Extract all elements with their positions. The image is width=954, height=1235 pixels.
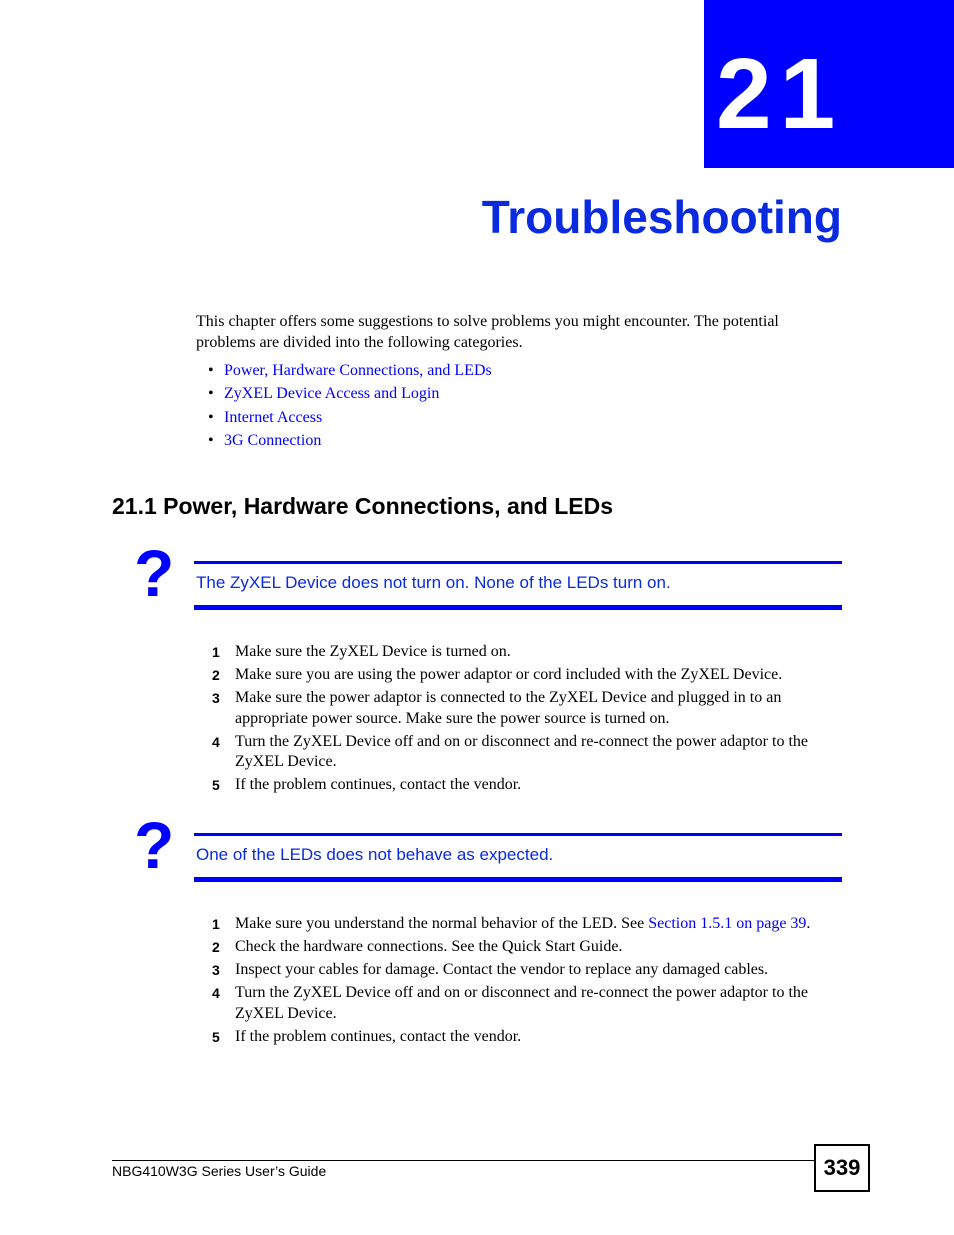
chapter-number: 21 (716, 38, 844, 150)
step-item (212, 775, 832, 796)
step-item (212, 688, 832, 729)
step-text: Make sure the ZyXEL Device is turned on. (235, 643, 511, 660)
step-list (212, 914, 832, 1050)
category-item (208, 429, 492, 452)
step-text: If the problem continues, contact the vendor. (235, 1027, 522, 1045)
step-text: Check the hardware connections. See the Quick Start Guide. (235, 938, 623, 956)
question-rule-bottom (194, 605, 842, 610)
step-number: 3 (212, 690, 220, 707)
bullet: • (208, 385, 214, 403)
section-heading: 21.1 Power, Hardware Connections, and LEDs (112, 493, 614, 519)
question-rule-top (194, 561, 842, 564)
section-link[interactable]: Section 1.5.1 on page 39 (648, 915, 807, 932)
step-text: Turn the ZyXEL Device off and on or disconnect and re-connect the power adaptor to the ZyXEL Device. (235, 732, 808, 771)
category-link-3g[interactable]: 3G Connection (224, 432, 322, 450)
step-number: 1 (212, 644, 220, 660)
step-item (212, 732, 832, 773)
bullet: • (208, 362, 214, 379)
step-number: 3 (212, 962, 220, 979)
step-number: 2 (212, 667, 220, 684)
category-item (208, 382, 492, 405)
step-number: 4 (212, 733, 220, 750)
category-link-access[interactable]: ZyXEL Device Access and Login (224, 385, 440, 403)
footer-guide-title: NBG410W3G Series User’s Guide (112, 1163, 327, 1179)
category-link-power[interactable]: Power, Hardware Connections, and LEDs (224, 362, 492, 379)
step-number: 5 (212, 777, 220, 794)
category-item (208, 359, 492, 382)
step-item (212, 983, 832, 1024)
question-mark-icon: ? (134, 808, 175, 882)
category-list (208, 359, 492, 453)
step-text: Make sure you are using the power adaptor or cord included with the ZyXEL Device. (235, 666, 783, 684)
footer-rule (112, 1160, 814, 1161)
question-text: The ZyXEL Device does not turn on. None of the LEDs turn on. (196, 573, 671, 592)
chapter-number-box (704, 0, 954, 168)
category-item (208, 406, 492, 429)
category-link-internet[interactable]: Internet Access (224, 408, 323, 426)
step-text: Make sure you understand the normal behavior of the LED. See (235, 915, 649, 932)
step-list (212, 642, 832, 798)
step-item (212, 937, 832, 958)
step-text: Turn the ZyXEL Device off and on or disconnect and re-connect the power adaptor to the ZyXEL Device. (235, 984, 808, 1022)
step-item (212, 960, 832, 981)
step-text: If the problem continues, contact the vendor. (235, 776, 522, 794)
step-text: Make sure the power adaptor is connected to the ZyXEL Device and plugged in to an appropriate power source. Make sure the power source is turned on. (235, 689, 782, 727)
bullet: • (208, 408, 214, 426)
intro-paragraph: This chapter offers some suggestions to solve problems you might encounter. The potential problems are divided into the following categories. (196, 313, 779, 351)
step-text-end: . (806, 915, 811, 932)
step-item (212, 642, 832, 663)
step-number: 4 (212, 985, 220, 1002)
question-rule-bottom (194, 877, 842, 882)
chapter-title: Troubleshooting (481, 191, 842, 243)
step-item (212, 1027, 832, 1048)
step-number: 5 (212, 1028, 220, 1045)
page-number: 339 (814, 1144, 870, 1192)
step-text: Inspect your cables for damage. Contact the vendor to replace any damaged cables. (235, 961, 769, 979)
step-item (212, 665, 832, 686)
question-rule-top (194, 833, 842, 836)
step-number: 1 (212, 916, 220, 932)
question-text: One of the LEDs does not behave as expected. (196, 845, 554, 864)
bullet: • (208, 432, 214, 450)
step-item (212, 914, 832, 935)
step-number: 2 (212, 939, 220, 956)
question-mark-icon: ? (134, 536, 175, 610)
